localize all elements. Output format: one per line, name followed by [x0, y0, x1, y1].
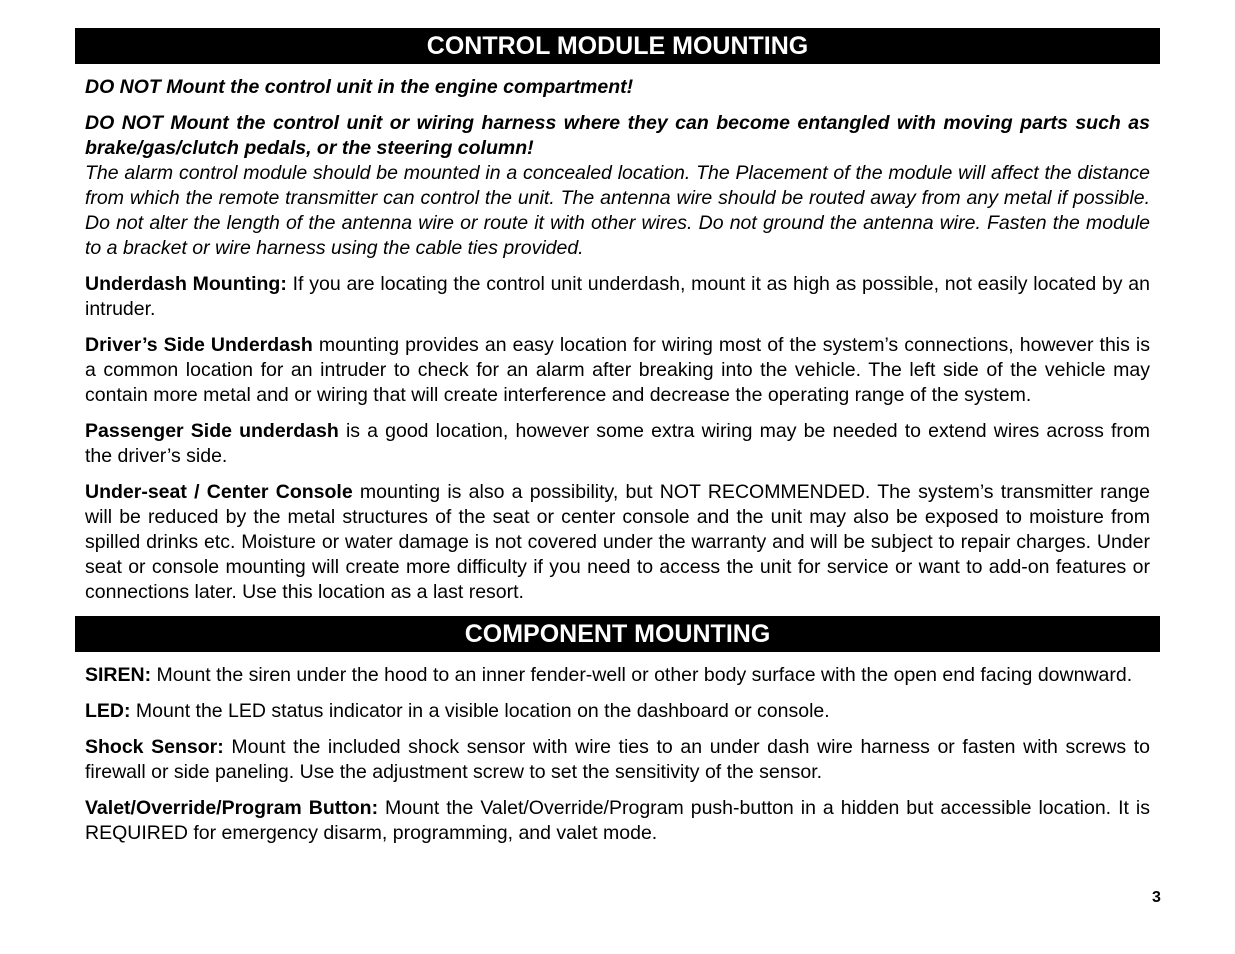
- paragraph-passenger-side-underdash: [85, 419, 1150, 469]
- warning-engine-compartment: DO NOT Mount the control unit in the engine compartment!: [85, 76, 634, 98]
- paragraph-lead: Passenger Side underdash: [85, 420, 339, 442]
- paragraph-lead: LED:: [85, 700, 131, 722]
- paragraph-drivers-side-underdash: [85, 333, 1150, 408]
- section-header-component-mounting: COMPONENT MOUNTING: [75, 616, 1160, 652]
- page-number: 3: [1152, 889, 1161, 906]
- paragraph-under-seat-center-console: [85, 480, 1150, 605]
- paragraph-led: [85, 699, 1150, 724]
- paragraph-lead: Underdash Mounting:: [85, 273, 287, 295]
- paragraph-underdash-mounting: [85, 272, 1150, 322]
- paragraph-text: Mount the included shock sensor with wire ties to an under dash wire harness or fasten with screws to firewall or side paneling. Use the adjustment screw to set the sensitivity of the sensor.: [85, 736, 1150, 783]
- section-header-control-module-mounting: CONTROL MODULE MOUNTING: [75, 28, 1160, 64]
- paragraph-lead: Shock Sensor:: [85, 736, 224, 758]
- paragraph-text: is a good location, however some extra wiring may be needed to extend wires across from the driver’s side.: [85, 420, 1151, 467]
- paragraph-text: If you are locating the control unit underdash, mount it as high as possible, not easily located by an intruder.: [85, 273, 1150, 320]
- paragraph-siren: [85, 663, 1150, 688]
- paragraph-lead: Valet/Override/Program Button:: [85, 797, 379, 819]
- paragraph-text: Mount the LED status indicator in a visible location on the dashboard or console.: [130, 700, 830, 722]
- paragraph-lead: SIREN:: [85, 664, 152, 686]
- intro-paragraph: The alarm control module should be mounted in a concealed location. The Placement of the module will affect the distance from which the remote transmitter can control the unit. The antenna wire should be routed away from any metal if possible. Do not alter the length of the antenna wire or route it with other wires. Do not ground the antenna wire. Fasten the module to a bracket or wire harness using the cable ties provided.: [85, 162, 1150, 259]
- paragraph-lead: Under-seat / Center Console: [85, 481, 353, 503]
- document-page: [75, 28, 1160, 846]
- paragraph-valet-override-program-button: [85, 796, 1150, 846]
- warning-moving-parts: DO NOT Mount the control unit or wiring harness where they can become entangled with moving parts such as brake/gas/clutch pedals, or the steering column!: [85, 112, 1150, 159]
- paragraph-text: Mount the siren under the hood to an inner fender-well or other body surface with the open end facing downward.: [151, 664, 1133, 686]
- paragraph-text: Mount the Valet/Override/Program push-button in a hidden but accessible location. It is REQUIRED for emergency disarm, programming, and valet mode.: [85, 797, 1150, 844]
- section-control-module-mounting: [75, 75, 1160, 605]
- paragraph-lead: Driver’s Side Underdash: [85, 334, 313, 356]
- paragraph-text: mounting is also a possibility, but NOT RECOMMENDED. The system’s transmitter range will be reduced by the metal structures of the seat or center console and the unit may also be exposed to moisture from spilled drinks etc. Moisture or water damage is not covered under the warranty and will be subject to repair charges. Under seat or console mounting will create more difficulty if you need to access the unit for service or want to add-on features or connections later. Use this location as a last resort.: [85, 481, 1150, 603]
- paragraph-text: mounting provides an easy location for wiring most of the system’s connections, however this is a common location for an intruder to check for an alarm after breaking into the vehicle. The left side of the vehicle may contain more metal and or wiring that will create interference and decrease the operating range of the system.: [85, 334, 1151, 406]
- section-component-mounting: [75, 663, 1160, 846]
- paragraph-shock-sensor: [85, 735, 1150, 785]
